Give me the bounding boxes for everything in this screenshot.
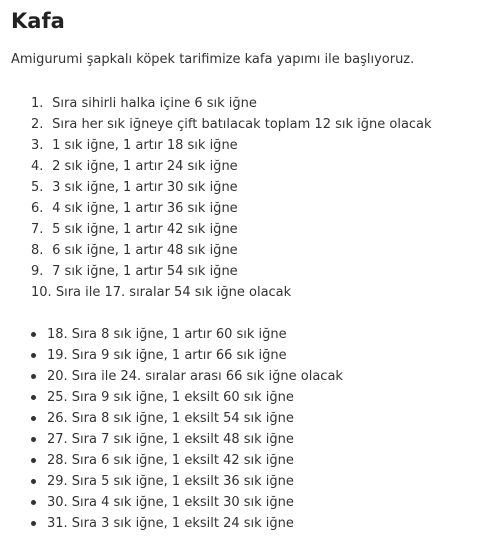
list-item-text: 26. Sıra 8 sık iğne, 1 eksilt 54 sık iğne <box>47 411 294 426</box>
list-item <box>31 135 491 156</box>
list-item-number: 7. <box>31 222 44 237</box>
list-item-text: Sıra sihirli halka içine 6 sık iğne <box>52 96 257 111</box>
list-item-text: 2 sık iğne, 1 artır 24 sık iğne <box>52 159 238 174</box>
list-item-text: 29. Sıra 5 sık iğne, 1 eksilt 36 sık iğne <box>47 474 294 489</box>
list-item-text: 30. Sıra 4 sık iğne, 1 eksilt 30 sık iğne <box>47 495 294 510</box>
list-item-number: 10. <box>31 285 52 300</box>
list-item-text: 1 sık iğne, 1 artır 18 sık iğne <box>52 138 238 153</box>
list-item-text: 4 sık iğne, 1 artır 36 sık iğne <box>52 201 238 216</box>
list-item-text: 31. Sıra 3 sık iğne, 1 eksilt 24 sık iğne <box>47 516 294 531</box>
list-item-number: 6. <box>31 201 44 216</box>
list-item <box>31 240 491 261</box>
list-item <box>31 450 491 471</box>
list-item <box>31 345 491 366</box>
list-item <box>31 219 491 240</box>
bullet-icon <box>31 395 36 400</box>
list-item <box>31 324 491 345</box>
bullet-icon <box>31 353 36 358</box>
bulleted-rounds-list <box>11 324 491 534</box>
list-item <box>31 177 491 198</box>
section-heading: Kafa <box>11 9 65 33</box>
list-item-text: 18. Sıra 8 sık iğne, 1 artır 60 sık iğne <box>47 327 287 342</box>
list-item-text: 25. Sıra 9 sık iğne, 1 eksilt 60 sık iğne <box>47 390 294 405</box>
list-item-text: 19. Sıra 9 sık iğne, 1 artır 66 sık iğne <box>47 348 287 363</box>
numbered-steps-list <box>11 93 491 303</box>
bullet-icon <box>31 332 36 337</box>
list-item <box>31 282 491 303</box>
list-item <box>31 93 491 114</box>
list-item-text: 5 sık iğne, 1 artır 42 sık iğne <box>52 222 238 237</box>
list-item-text: 20. Sıra ile 24. sıralar arası 66 sık iğne olacak <box>47 369 343 384</box>
list-item-number: 8. <box>31 243 44 258</box>
list-item <box>31 156 491 177</box>
list-item-number: 5. <box>31 180 44 195</box>
list-item <box>31 198 491 219</box>
list-item-number: 9. <box>31 264 44 279</box>
list-item-text: 28. Sıra 6 sık iğne, 1 eksilt 42 sık iğne <box>47 453 294 468</box>
bullet-icon <box>31 437 36 442</box>
intro-paragraph: Amigurumi şapkalı köpek tarifimize kafa yapımı ile başlıyoruz. <box>11 52 415 67</box>
list-item-text: 6 sık iğne, 1 artır 48 sık iğne <box>52 243 238 258</box>
list-item-text: 27. Sıra 7 sık iğne, 1 eksilt 48 sık iğne <box>47 432 294 447</box>
list-item-text: Sıra her sık iğneye çift batılacak toplam 12 sık iğne olacak <box>52 117 432 132</box>
article-content <box>11 6 491 534</box>
bullet-icon <box>31 374 36 379</box>
bullet-icon <box>31 500 36 505</box>
list-item <box>31 261 491 282</box>
bullet-icon <box>31 521 36 526</box>
list-item-text: 3 sık iğne, 1 artır 30 sık iğne <box>52 180 238 195</box>
list-item <box>31 114 491 135</box>
list-item <box>31 387 491 408</box>
list-item-number: 2. <box>31 117 44 132</box>
list-item <box>31 429 491 450</box>
list-item-text: 7 sık iğne, 1 artır 54 sık iğne <box>52 264 238 279</box>
list-item-number: 1. <box>31 96 44 111</box>
list-item <box>31 471 491 492</box>
list-item <box>31 408 491 429</box>
list-item-text: Sıra ile 17. sıralar 54 sık iğne olacak <box>55 285 292 300</box>
list-item <box>31 513 491 534</box>
bullet-icon <box>31 458 36 463</box>
list-item-number: 3. <box>31 138 44 153</box>
list-item <box>31 366 491 387</box>
list-item-number: 4. <box>31 159 44 174</box>
bullet-icon <box>31 479 36 484</box>
list-item <box>31 492 491 513</box>
bullet-icon <box>31 416 36 421</box>
